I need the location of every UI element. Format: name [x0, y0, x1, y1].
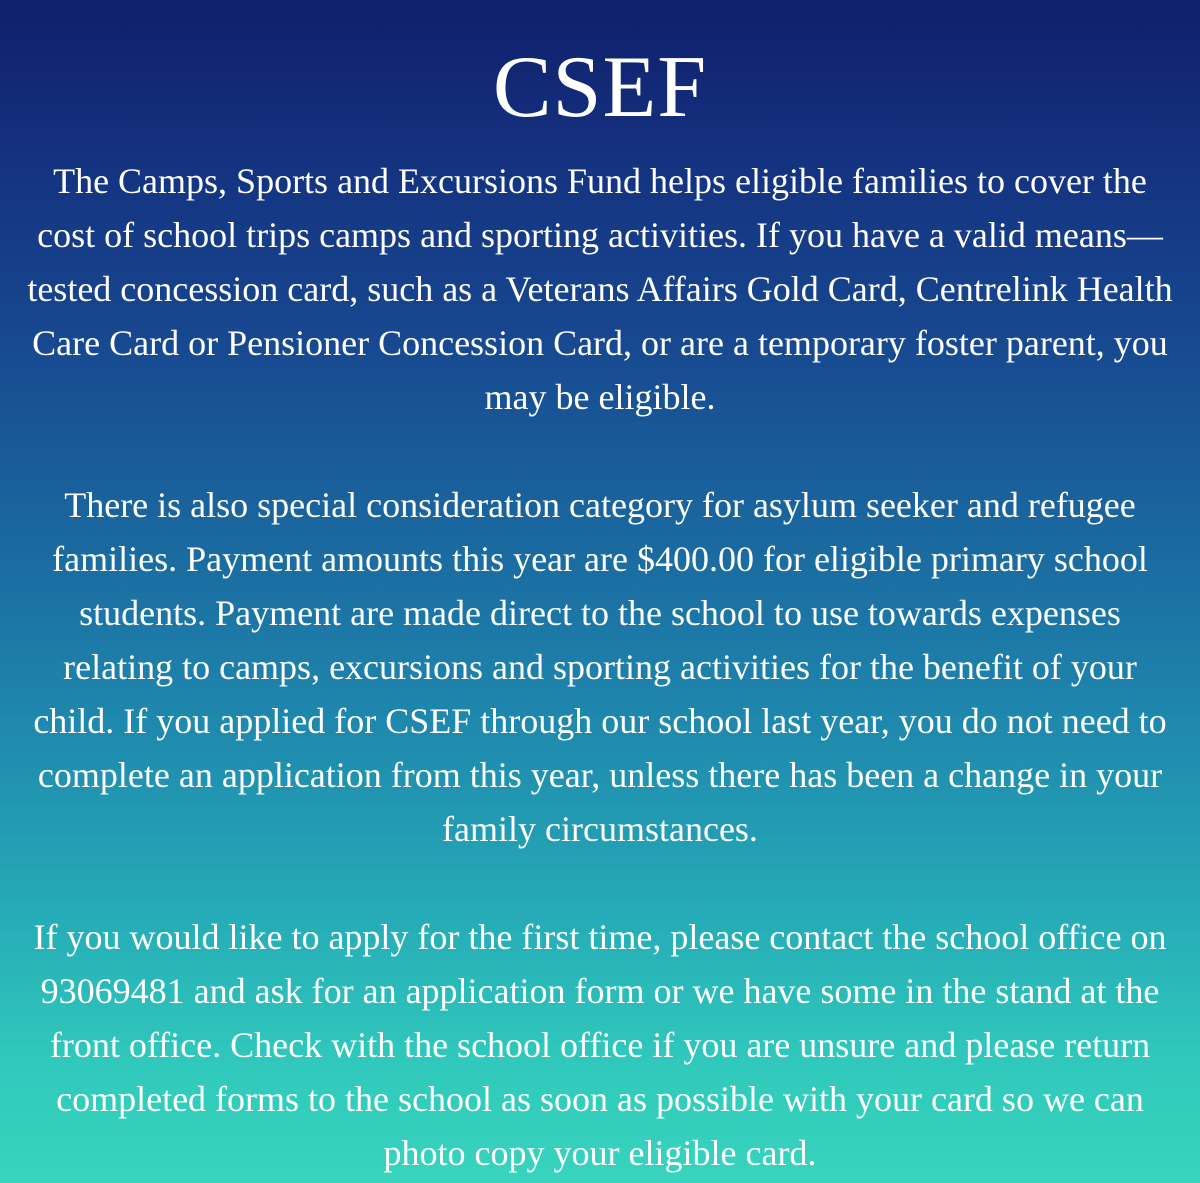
intro-paragraph: The Camps, Sports and Excursions Fund helps eligible families to cover the cost of school trips camps and sporting activities. If you have a valid means—tested concession card, such as a Veterans Affairs Gold Card, Centrelink Health Care Card or Pensioner Concession Card, or are a temporary foster parent, you may be eligible. — [27, 161, 1173, 417]
page-title: CSEF — [492, 39, 708, 136]
payment-paragraph: There is also special consideration category for asylum seeker and refugee families. Payment amounts this year are $400.00 for eligible primary school students. Payment are made direct to the school to use towards expenses relating to camps, excursions and sporting activities for the benefit of your child. If you applied for CSEF through our school last year, you do not need to complete an application from this year, unless there has been a change in your family circumstances. — [33, 485, 1167, 849]
apply-paragraph: If you would like to apply for the first time, please contact the school office on 93069481 and ask for an application form or we have some in the stand at the front office. Check with the school office if you are unsure and please return completed forms to the school as soon as possible with your card so we can photo copy your eligible card. — [33, 917, 1167, 1173]
